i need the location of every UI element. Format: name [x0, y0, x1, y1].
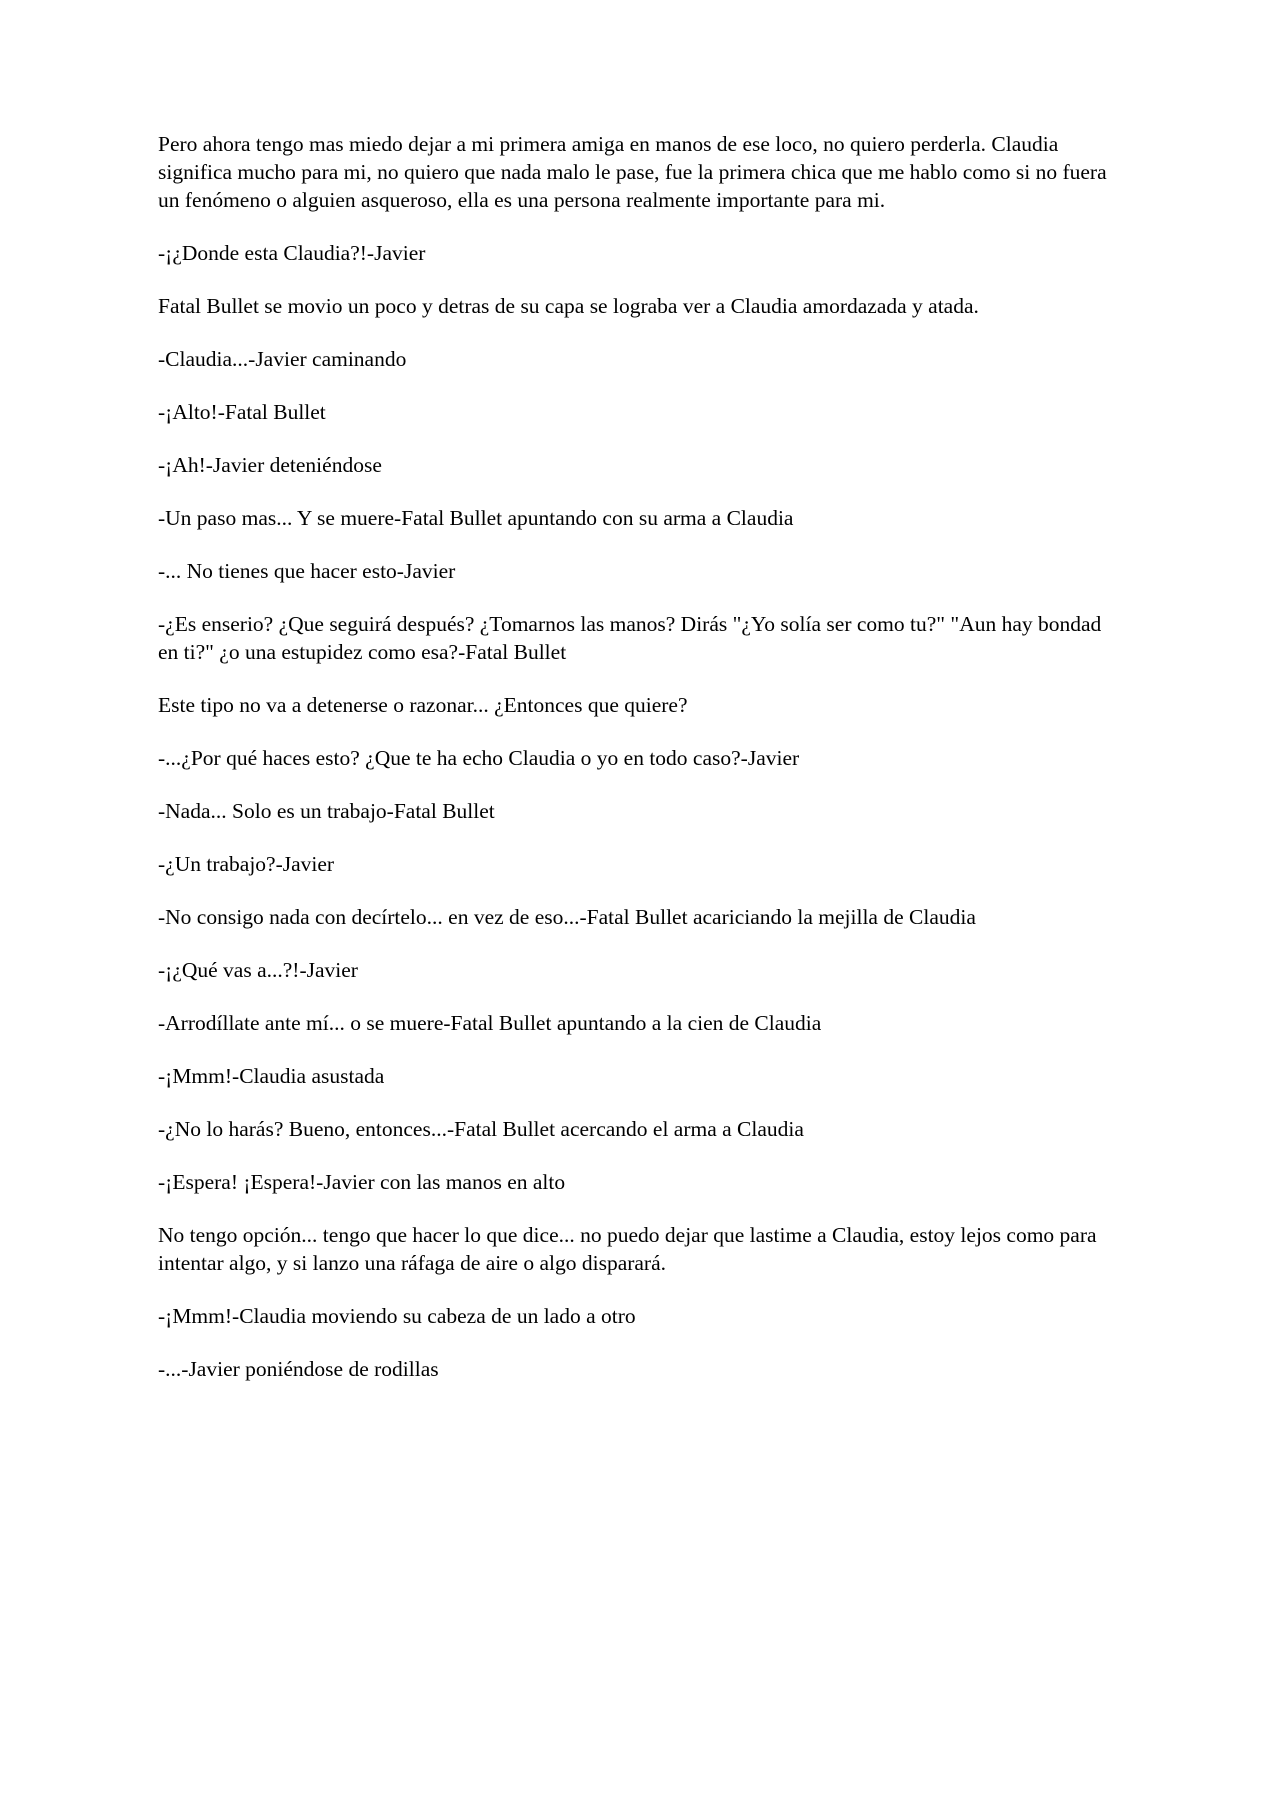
paragraph: Pero ahora tengo mas miedo dejar a mi primera amiga en manos de ese loco, no quiero perderla. Claudia significa mucho para mi, no quiero que nada malo le pase, fue la primera chica que me hablo como si no fuera un fenómeno o alguien asqueroso, ella es una persona realmente importante para mi.: [158, 132, 1107, 212]
paragraph: Este tipo no va a detenerse o razonar... ¿Entonces que quiere?: [158, 693, 688, 717]
paragraph: -¡¿Donde esta Claudia?!-Javier: [158, 241, 426, 265]
paragraph: -¡Mmm!-Claudia asustada: [158, 1064, 385, 1088]
paragraph: -¡Alto!-Fatal Bullet: [158, 400, 326, 424]
paragraph: -... No tienes que hacer esto-Javier: [158, 559, 456, 583]
paragraph: -¿Un trabajo?-Javier: [158, 852, 335, 876]
paragraph: -Nada... Solo es un trabajo-Fatal Bullet: [158, 799, 495, 823]
paragraph: -¿Es enserio? ¿Que seguirá después? ¿Tomarnos las manos? Dirás "¿Yo solía ser como tu?" "Aun hay bondad en ti?" ¿o una estupidez como esa?-Fatal Bullet: [158, 612, 1102, 664]
paragraph: -...¿Por qué haces esto? ¿Que te ha echo Claudia o yo en todo caso?-Javier: [158, 746, 800, 770]
paragraph: -...-Javier poniéndose de rodillas: [158, 1357, 439, 1381]
paragraph: -Arrodíllate ante mí... o se muere-Fatal Bullet apuntando a la cien de Claudia: [158, 1011, 822, 1035]
paragraph: -¡Mmm!-Claudia moviendo su cabeza de un lado a otro: [158, 1304, 636, 1328]
paragraph: -Un paso mas... Y se muere-Fatal Bullet apuntando con su arma a Claudia: [158, 506, 794, 530]
paragraph: -Claudia...-Javier caminando: [158, 347, 407, 371]
paragraph: -¡Espera! ¡Espera!-Javier con las manos en alto: [158, 1170, 566, 1194]
document-text: [158, 130, 1125, 1383]
paragraph: -¡Ah!-Javier deteniéndose: [158, 453, 382, 477]
paragraph: -¡¿Qué vas a...?!-Javier: [158, 958, 358, 982]
paragraph: -¿No lo harás? Bueno, entonces...-Fatal Bullet acercando el arma a Claudia: [158, 1117, 804, 1141]
paragraph: Fatal Bullet se movio un poco y detras de su capa se lograba ver a Claudia amordazada y atada.: [158, 294, 979, 318]
paragraph: -No consigo nada con decírtelo... en vez de eso...-Fatal Bullet acariciando la mejilla de Claudia: [158, 905, 976, 929]
paragraph: No tengo opción... tengo que hacer lo que dice... no puedo dejar que lastime a Claudia, estoy lejos como para intentar algo, y si lanzo una ráfaga de aire o algo disparará.: [158, 1223, 1097, 1275]
